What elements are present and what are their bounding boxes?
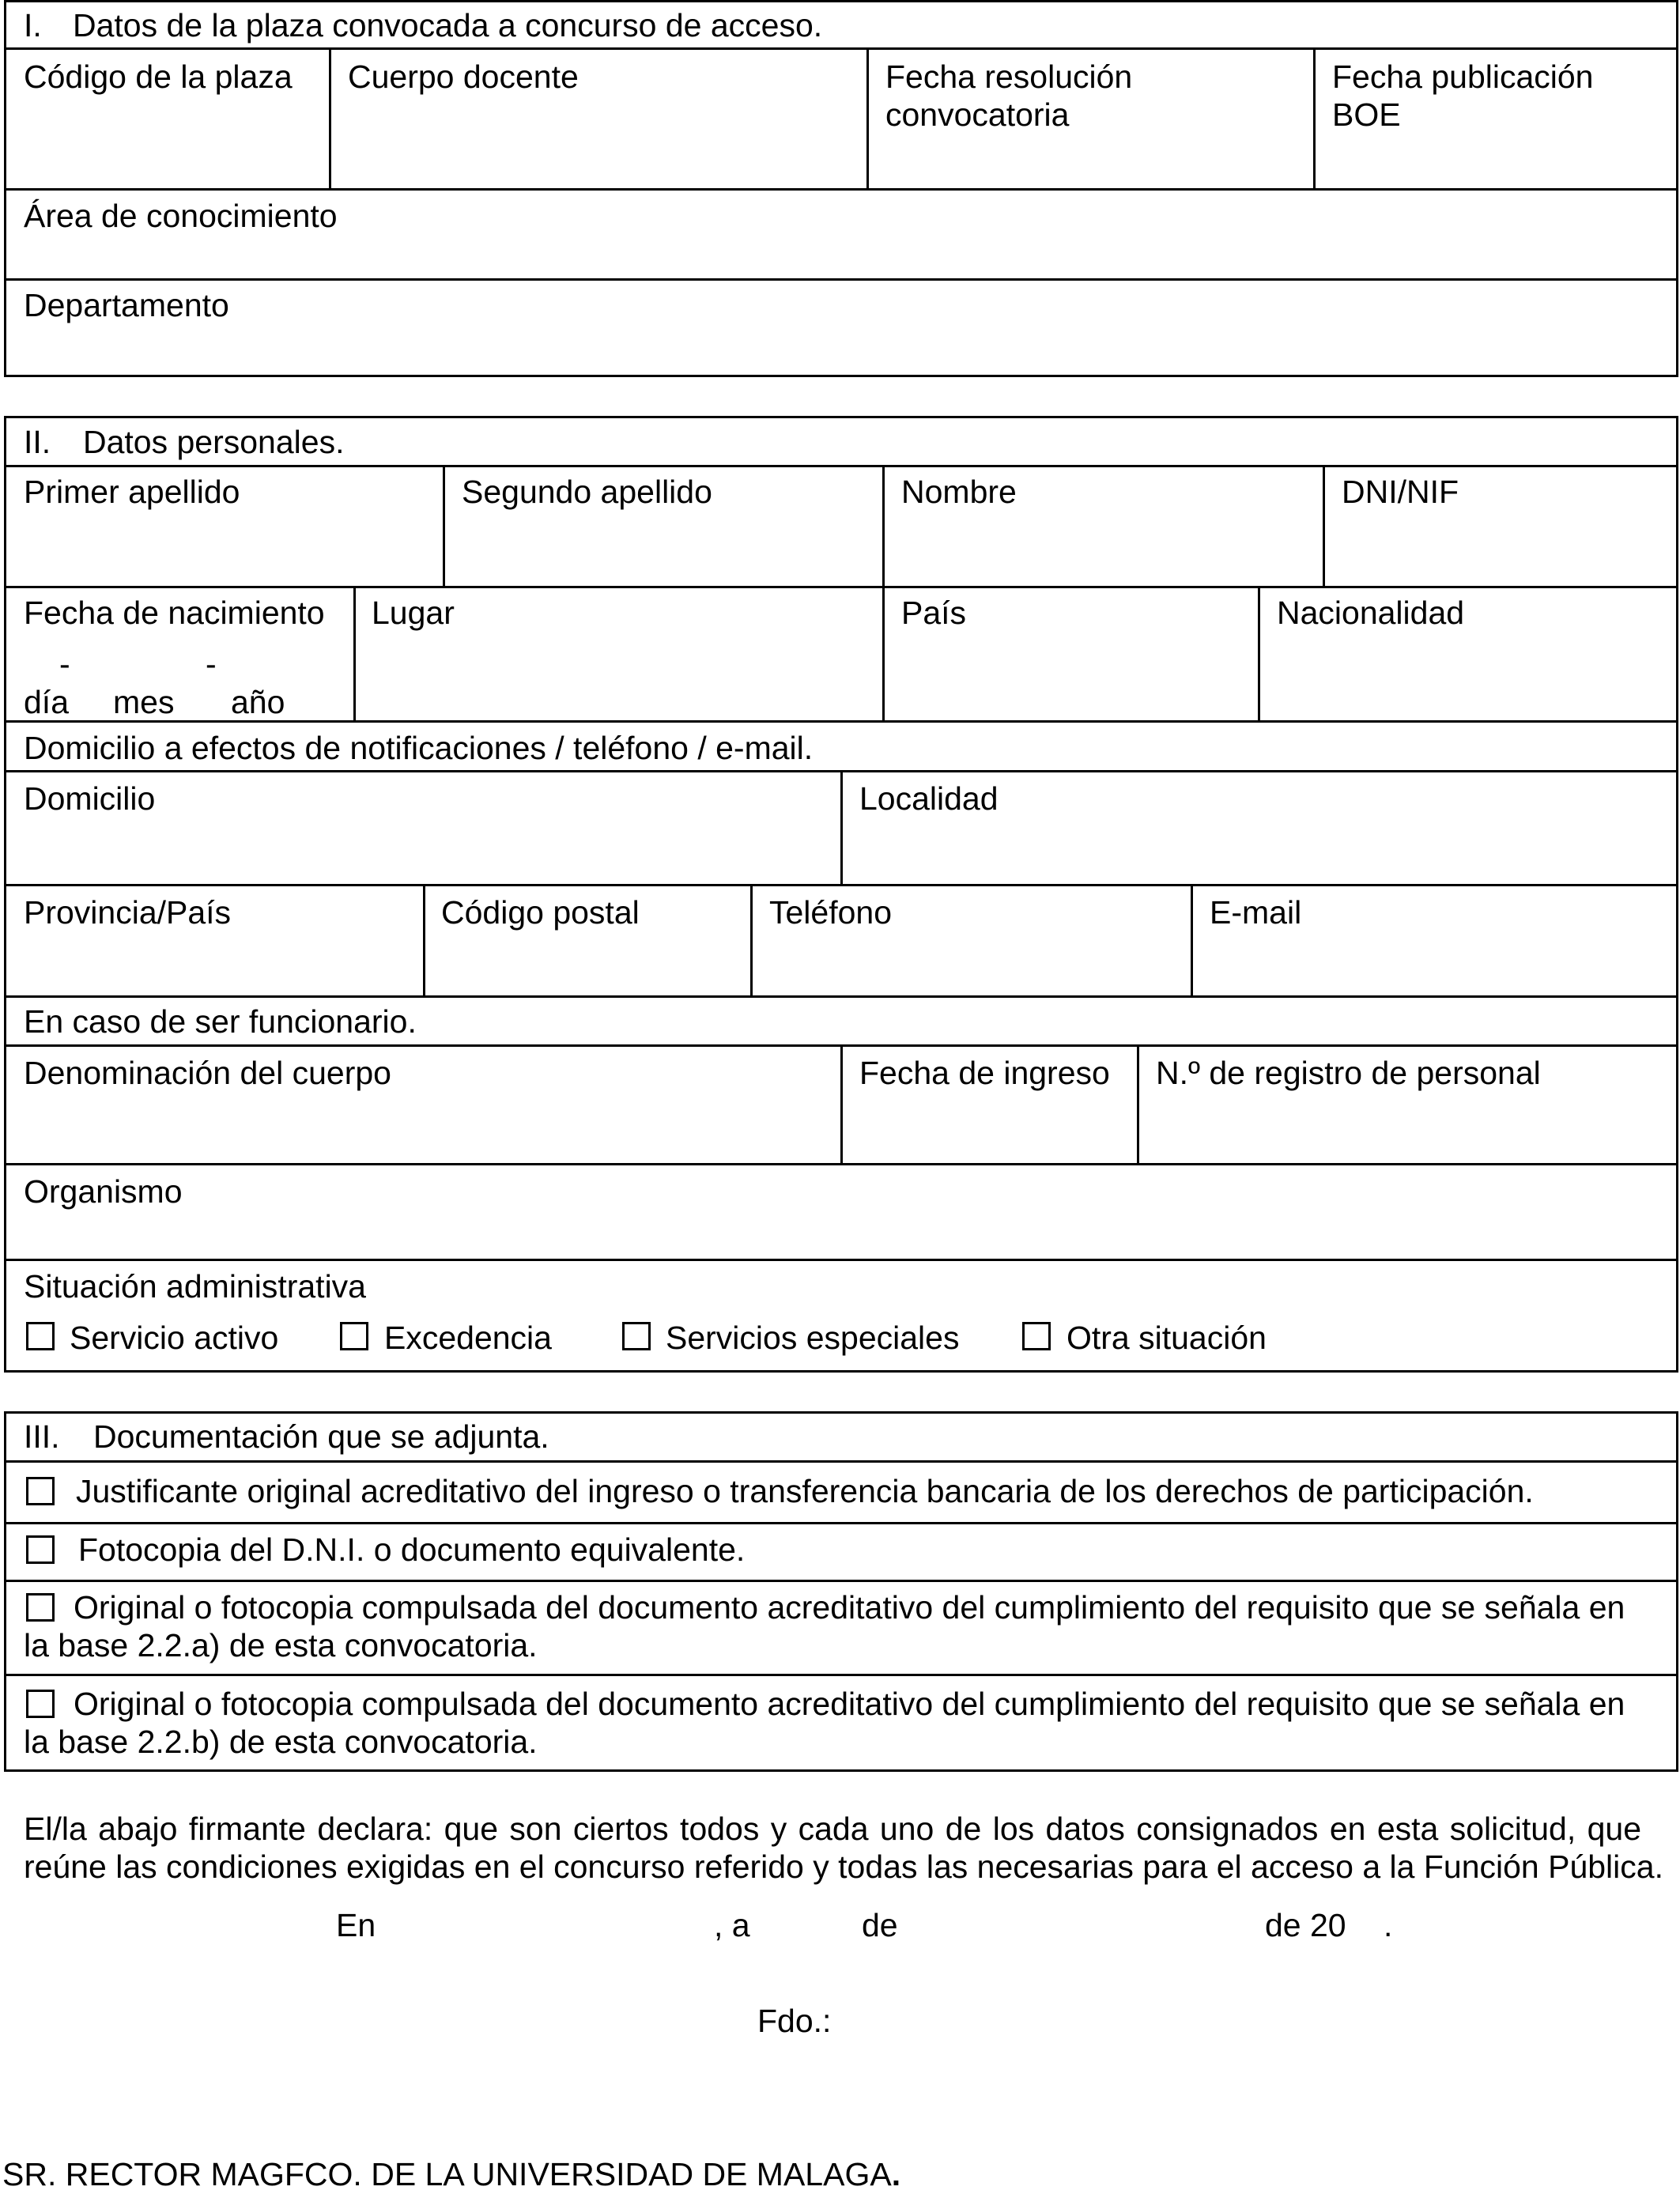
codigo-postal-label: Código postal: [441, 894, 640, 931]
year-field[interactable]: [1348, 1904, 1380, 1945]
localidad-label: Localidad: [859, 780, 999, 817]
doc-requisito-a-checkbox[interactable]: [26, 1593, 55, 1622]
area-conocimiento-label: Área de conocimiento: [24, 198, 338, 234]
organismo-field[interactable]: [6, 1165, 1676, 1259]
month-field[interactable]: [905, 1904, 1261, 1945]
day-prefix: , a: [714, 1907, 750, 1943]
date-separator: -: [59, 646, 70, 682]
fecha-resolucion-label: Fecha resolución: [885, 59, 1133, 95]
doc-requisito-b-label-2: la base 2.2.b) de esta convocatoria.: [24, 1724, 538, 1760]
section-1-title: Datos de la plaza convocada a concurso de acceso.: [73, 7, 823, 43]
fecha-publicacion-label-2: BOE: [1332, 96, 1401, 133]
departamento-label: Departamento: [24, 287, 229, 323]
fecha-nacimiento-label: Fecha de nacimiento: [24, 595, 325, 631]
declaration-line-2: reúne las condiciones exigidas en el concurso referido y todas las necesarias para el acceso a la Función Pública.: [24, 1848, 1663, 1885]
fecha-publicacion-label: Fecha publicación: [1332, 59, 1594, 95]
addressee-period: .: [891, 2156, 901, 2192]
day-field[interactable]: [757, 1904, 856, 1945]
fecha-resolucion-label-2: convocatoria: [885, 96, 1070, 133]
doc-justificante-label: Justificante original acreditativo del ingreso o transferencia bancaria de los derechos de participación.: [76, 1473, 1534, 1509]
telefono-label: Teléfono: [769, 894, 893, 931]
otra-situacion-checkbox[interactable]: [1022, 1322, 1051, 1350]
provincia-label: Provincia/País: [24, 894, 232, 931]
month-prefix: de: [862, 1907, 898, 1943]
doc-requisito-b-checkbox[interactable]: [26, 1690, 55, 1718]
date-period: .: [1384, 1907, 1393, 1943]
excedencia-checkbox[interactable]: [340, 1322, 368, 1350]
section-3-title: Documentación que se adjunta.: [93, 1418, 549, 1455]
servicio-activo-checkbox[interactable]: [26, 1322, 55, 1350]
otra-situacion-label: Otra situación: [1067, 1320, 1267, 1356]
segundo-apellido-label: Segundo apellido: [462, 474, 712, 510]
servicio-activo-label: Servicio activo: [70, 1320, 279, 1356]
addressee: [2, 2155, 900, 2193]
dni-label: DNI/NIF: [1342, 474, 1459, 510]
servicios-especiales-label: Servicios especiales: [666, 1320, 960, 1356]
departamento-field[interactable]: [6, 281, 1676, 375]
cuerpo-docente-label: Cuerpo docente: [348, 59, 579, 95]
section-3-number: III.: [24, 1418, 60, 1455]
domicilio-label: Domicilio: [24, 780, 156, 817]
doc-requisito-a-label: Original o fotocopia compulsada del documento acreditativo del cumplimiento del requisito que se señala en: [74, 1589, 1625, 1626]
fecha-ingreso-label: Fecha de ingreso: [859, 1055, 1110, 1091]
signature-field[interactable]: [846, 1999, 1320, 2043]
doc-requisito-a-label-2: la base 2.2.a) de esta convocatoria.: [24, 1627, 538, 1663]
divider: [4, 1522, 1678, 1524]
section-1-number: I.: [24, 7, 42, 43]
funcionario-heading: En caso de ser funcionario.: [24, 1003, 417, 1040]
year-prefix: de 20: [1265, 1907, 1346, 1943]
nombre-label: Nombre: [901, 474, 1017, 510]
signature-label: Fdo.:: [757, 2003, 832, 2039]
servicios-especiales-checkbox[interactable]: [622, 1322, 651, 1350]
divider: [4, 1580, 1678, 1582]
anio-label: año: [231, 684, 285, 720]
divider: [4, 1674, 1678, 1676]
domicilio-heading: Domicilio a efectos de notificaciones / teléfono / e-mail.: [24, 730, 814, 766]
doc-justificante-checkbox[interactable]: [26, 1477, 55, 1505]
mes-label: mes: [113, 684, 175, 720]
situacion-label: Situación administrativa: [24, 1268, 366, 1305]
denominacion-label: Denominación del cuerpo: [24, 1055, 391, 1091]
excedencia-label: Excedencia: [384, 1320, 552, 1356]
doc-requisito-b-label: Original o fotocopia compulsada del documento acreditativo del cumplimiento del requisito que se señala en: [74, 1686, 1625, 1722]
doc-dni-label: Fotocopia del D.N.I. o documento equivalente.: [78, 1531, 746, 1568]
registro-personal-label: N.º de registro de personal: [1156, 1055, 1541, 1091]
divider: [4, 1460, 1678, 1463]
section-2-number: II.: [24, 424, 51, 460]
declaration-line-1: El/la abajo firmante declara: que son ciertos todos y cada uno de los datos consignados en esta solicitud, que: [24, 1811, 1642, 1847]
primer-apellido-label: Primer apellido: [24, 474, 240, 510]
divider: [4, 995, 1678, 998]
section-2-title: Datos personales.: [83, 424, 345, 460]
place-field[interactable]: [383, 1904, 708, 1945]
divider: [4, 1259, 1678, 1261]
date-separator: -: [206, 646, 217, 682]
codigo-plaza-label: Código de la plaza: [24, 59, 293, 95]
addressee-text: SR. RECTOR MAGFCO. DE LA UNIVERSIDAD DE MALAGA: [2, 2156, 892, 2192]
doc-dni-checkbox[interactable]: [26, 1535, 55, 1564]
lugar-label: Lugar: [372, 595, 455, 631]
pais-label: País: [901, 595, 967, 631]
organismo-label: Organismo: [24, 1173, 183, 1210]
place-prefix: En: [336, 1907, 376, 1943]
nacionalidad-label: Nacionalidad: [1277, 595, 1465, 631]
email-label: E-mail: [1210, 894, 1302, 931]
dia-label: día: [24, 684, 69, 720]
